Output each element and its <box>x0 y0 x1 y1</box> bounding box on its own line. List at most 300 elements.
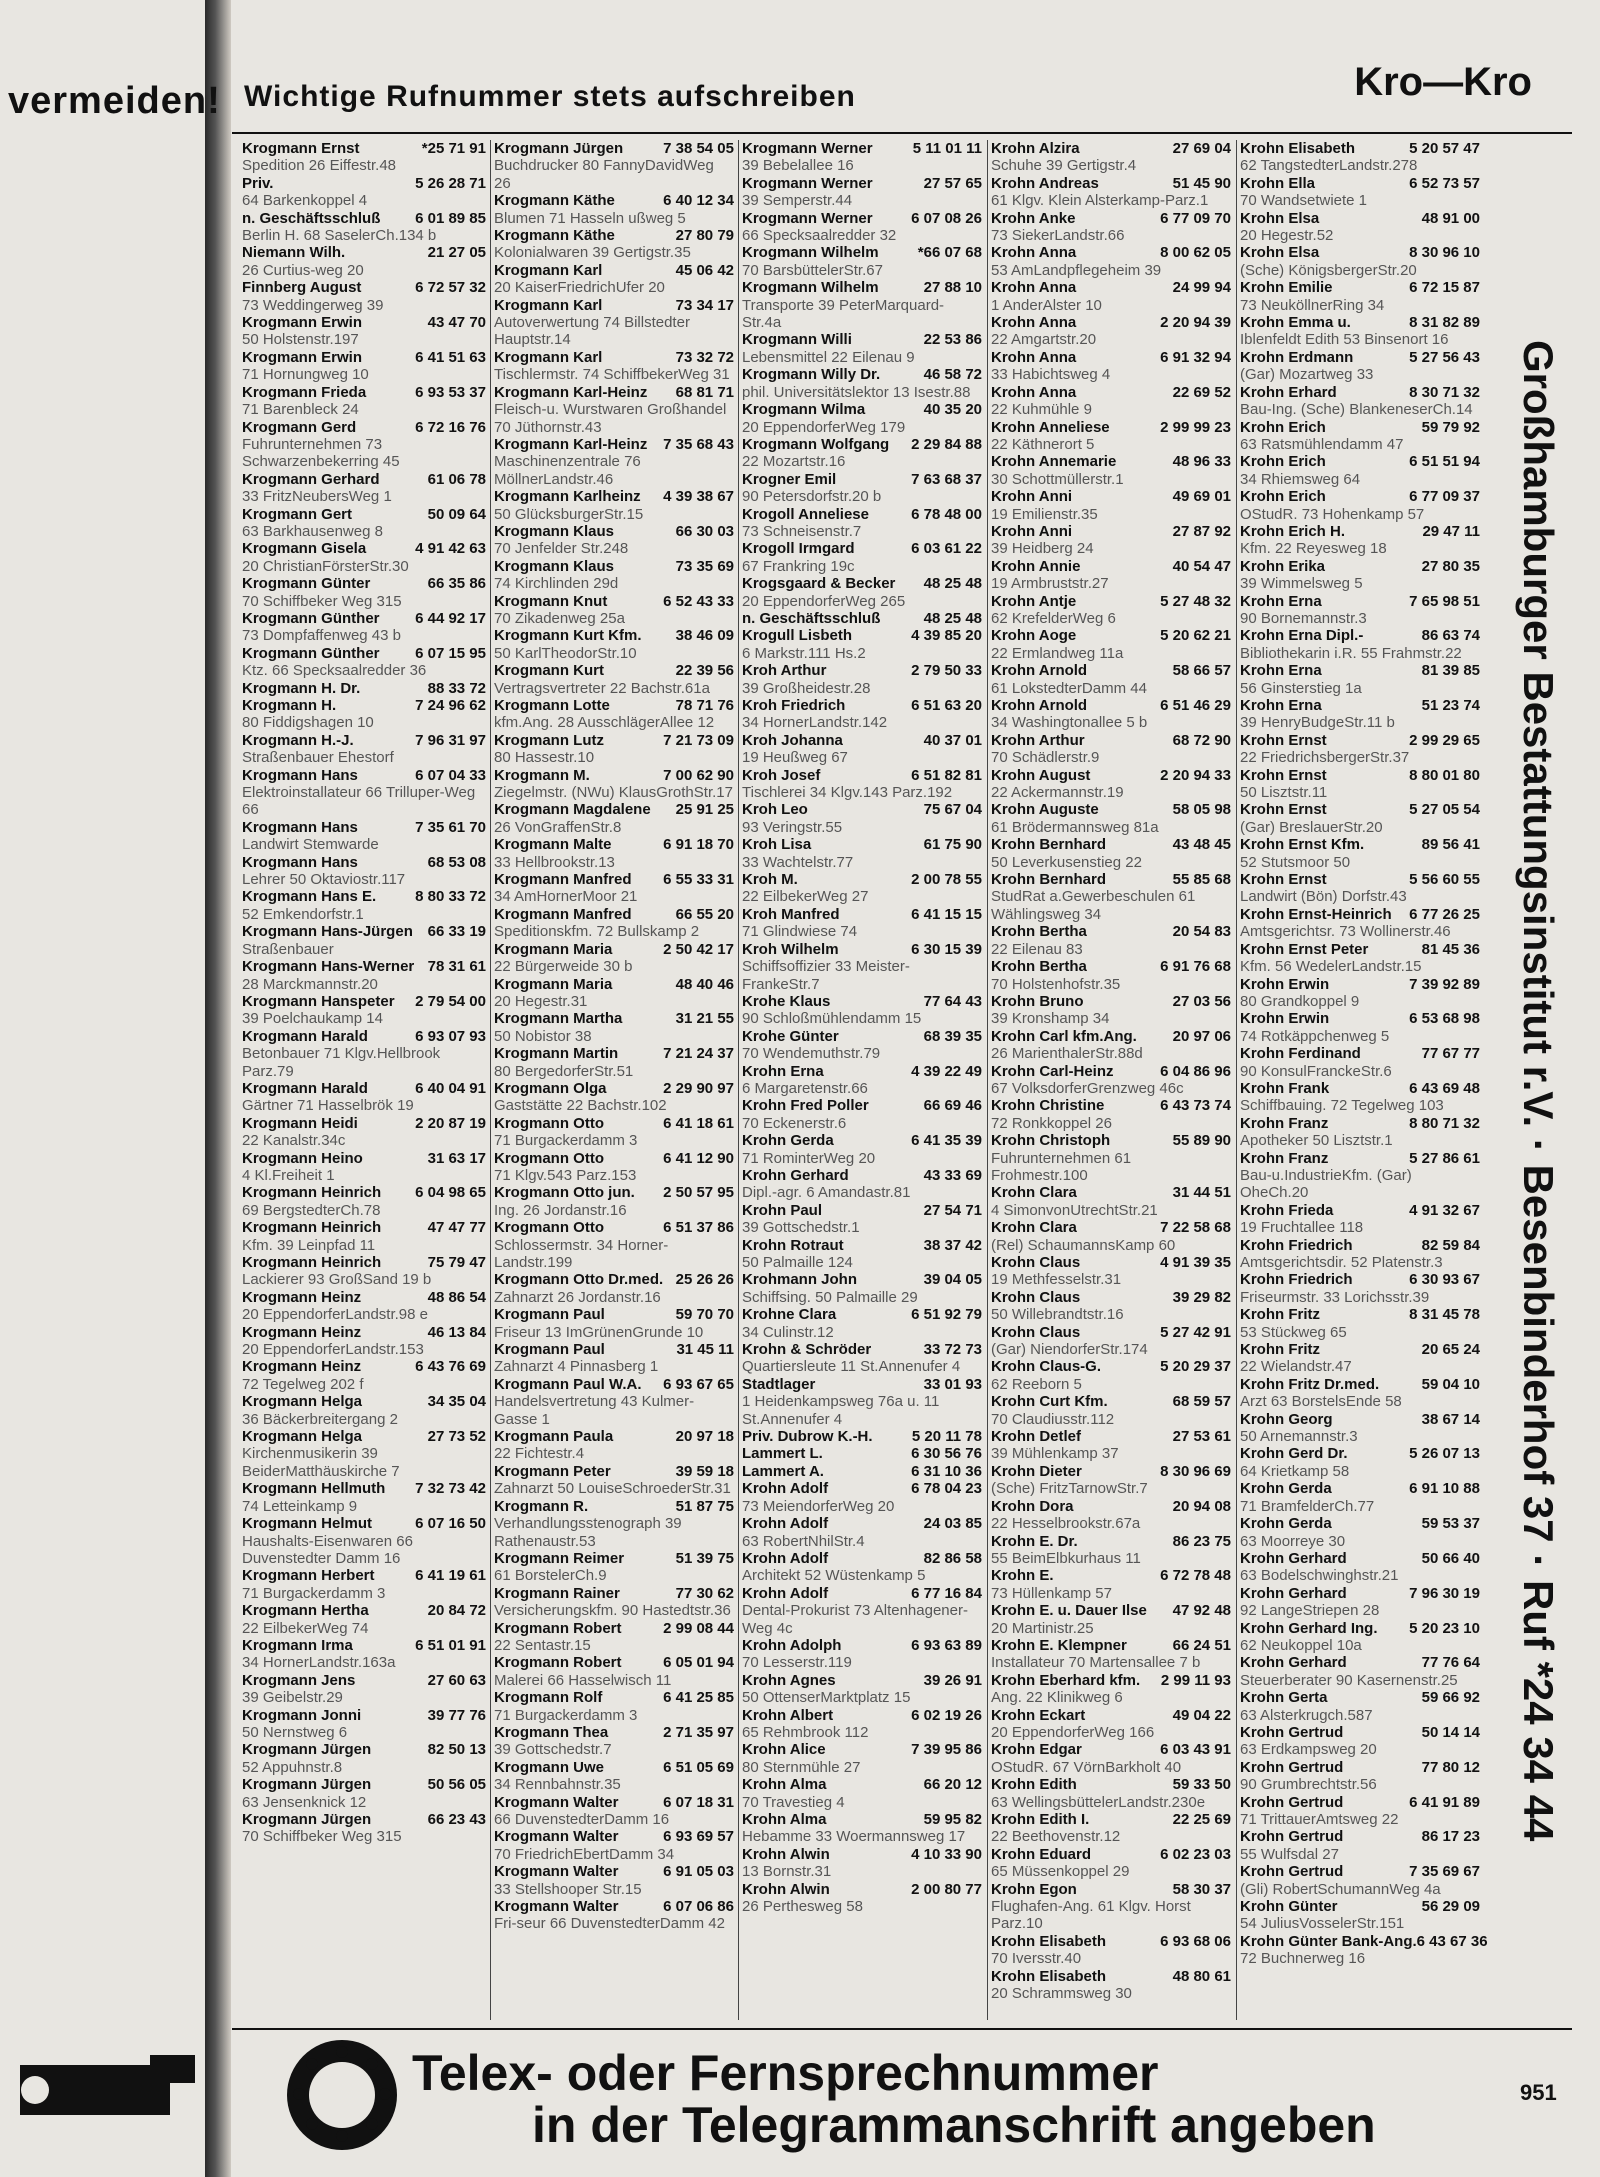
entry-name: Krogmann Karl <box>494 348 603 366</box>
directory-entry <box>242 1637 486 1672</box>
entry-address: 69 BergstedterCh.78 <box>242 1201 381 1219</box>
directory-entry <box>242 140 486 175</box>
entry-address: (Gar) Mozartweg 33 <box>1240 366 1374 384</box>
entry-name: Krohn Bernhard <box>991 836 1107 854</box>
directory-entry <box>991 1498 1231 1533</box>
entry-address: Spedition 26 Eiffestr.48 <box>242 157 396 175</box>
entry-name: Krohn Antje <box>991 592 1077 610</box>
entry-phone-number: 86 63 74 <box>1421 627 1480 645</box>
entry-address: Schiffsing. 50 Palmaille 29 <box>742 1288 918 1306</box>
entry-name: Krohn Gerhard <box>742 1166 849 1184</box>
directory-entry <box>991 523 1231 558</box>
directory-entry <box>742 1637 982 1672</box>
entry-address: Ktz. 66 Specksaalredder 36 <box>242 662 427 680</box>
entry-phone-number: 89 56 41 <box>1421 836 1480 854</box>
entry-name: Krogmann Gerhard <box>242 470 380 488</box>
entry-name: Krogmann Heino <box>242 1149 363 1167</box>
entry-address: 63 Erdkampsweg 20 <box>1240 1741 1377 1759</box>
entry-phone-number: 22 53 86 <box>923 331 982 349</box>
directory-entry <box>494 1898 734 1933</box>
entry-address: 22 Wielandstr.47 <box>1240 1358 1352 1376</box>
entry-phone-number: 38 46 09 <box>675 627 734 645</box>
entry-address: StudRat a.Gewerbeschulen 61 Wählingsweg 34 <box>991 888 1196 923</box>
entry-name: Krohn Frank <box>1240 1079 1330 1097</box>
entry-phone-number: 7 24 96 62 <box>415 697 486 714</box>
entry-address: 70 Lesserstr.119 <box>742 1654 852 1672</box>
directory-entry <box>494 1184 734 1219</box>
directory-entry <box>991 1219 1231 1254</box>
entry-phone-number: 48 40 46 <box>675 975 734 993</box>
entry-phone-number: 6 41 51 63 <box>415 348 486 366</box>
entry-phone-number: 50 09 64 <box>427 505 486 523</box>
entry-phone-number: 6 07 06 86 <box>663 1898 734 1916</box>
entry-phone-number: 22 69 52 <box>1172 383 1231 401</box>
entry-address: 90 KonsulFranckeStr.6 <box>1240 1062 1392 1080</box>
entry-address: 1 Heidenkampsweg 76a u. 11 St.Annenufer 4 <box>742 1393 940 1428</box>
entry-name: Krogmann Robert <box>494 1619 622 1637</box>
directory-entry <box>991 1358 1231 1393</box>
entry-name: Krohn Carl kfm.Ang. <box>991 1027 1137 1045</box>
entry-name: Krohn Egon <box>991 1880 1077 1898</box>
entry-name: Krogmann Kurt <box>494 662 604 680</box>
entry-name: Krohn Adolph <box>742 1636 842 1654</box>
entry-name: Krogmann Hans <box>242 853 358 871</box>
entry-phone-number: 27 60 63 <box>427 1671 486 1689</box>
directory-entry <box>494 1271 734 1306</box>
entry-address: 34 Culinstr.12 <box>742 1323 834 1341</box>
directory-entry <box>742 1167 982 1202</box>
directory-entry <box>1240 1115 1480 1150</box>
entry-name: Krogull Lisbeth <box>742 627 852 645</box>
entry-address: 80 Hassestr.10 <box>494 749 595 767</box>
entry-phone-number: 7 21 24 37 <box>663 1045 734 1063</box>
directory-entry <box>991 1846 1231 1881</box>
entry-phone-number: 31 45 11 <box>676 1341 734 1359</box>
entry-address: 22 Ackermannstr.19 <box>991 784 1124 802</box>
directory-entry <box>742 366 982 401</box>
directory-entry <box>991 1567 1231 1602</box>
directory-entry <box>742 540 982 575</box>
entry-phone-number: 8 80 71 32 <box>1409 1114 1480 1132</box>
entry-name: Krohn Erika <box>1240 557 1326 575</box>
entry-address: 73 Weddingerweg 39 <box>242 296 384 314</box>
entry-name: Krohn Clara <box>991 1219 1077 1237</box>
entry-address: 70 Eckenerstr.6 <box>742 1114 847 1132</box>
entry-name: Krohn Bertha <box>991 958 1087 976</box>
entry-phone-number: 6 30 56 76 <box>911 1445 982 1463</box>
column-divider <box>1236 140 1237 2020</box>
directory-entry <box>242 175 486 210</box>
entry-name: Krogmann Werner <box>742 140 873 157</box>
entry-address: 50 Holstenstr.197 <box>242 331 359 349</box>
entry-phone-number: 33 72 73 <box>923 1341 982 1359</box>
directory-entry <box>1240 1759 1480 1794</box>
entry-address: 71 Burgackerdamm 3 <box>494 1706 638 1724</box>
entry-name: Krohn Arnold <box>991 697 1088 714</box>
entry-name: Krohn Claus-G. <box>991 1358 1102 1376</box>
entry-phone-number: 55 85 68 <box>1172 871 1231 889</box>
entry-phone-number: 7 39 95 86 <box>911 1741 982 1759</box>
entry-phone-number: 61 75 90 <box>923 836 982 854</box>
entry-address: Flughafen-Ang. 61 Klgv. Horst Parz.10 <box>991 1898 1191 1933</box>
entry-phone-number: 6 55 33 31 <box>663 871 734 889</box>
entry-phone-number: 48 86 54 <box>427 1288 486 1306</box>
entry-address: Zahnarzt 50 LouiseSchroederStr.31 <box>494 1480 731 1498</box>
entry-address: (Gar) NiendorferStr.174 <box>991 1341 1148 1359</box>
directory-entry <box>991 1063 1231 1098</box>
entry-phone-number: 2 99 29 65 <box>1409 731 1480 749</box>
entry-name: Krogmann Paul <box>494 1341 605 1359</box>
entry-phone-number: 2 29 84 88 <box>911 435 982 453</box>
entry-name: Krohn Curt Kfm. <box>991 1393 1108 1411</box>
entry-phone-number: 2 50 57 95 <box>663 1184 734 1202</box>
entry-phone-number: 20 97 18 <box>675 1428 734 1446</box>
directory-entry <box>991 697 1231 732</box>
directory-entry <box>494 906 734 941</box>
entry-address: 65 Müssenkoppel 29 <box>991 1863 1130 1881</box>
entry-name: Krohn Christine <box>991 1097 1105 1115</box>
directory-entry <box>242 1289 486 1324</box>
column-divider <box>987 140 988 2020</box>
entry-phone-number: 22 25 69 <box>1172 1811 1231 1828</box>
entry-name: Krohn Georg <box>1240 1410 1333 1428</box>
entry-phone-number: 8 80 01 80 <box>1409 766 1480 784</box>
directory-entry <box>494 801 734 836</box>
directory-entry <box>1240 976 1480 1011</box>
directory-entry <box>494 1498 734 1550</box>
directory-entry <box>242 1393 486 1428</box>
directory-entry <box>494 1045 734 1080</box>
entry-address: 39 Poelchaukamp 14 <box>242 1010 383 1028</box>
entry-address: phil. Universitätslektor 13 Isestr.88 <box>742 383 971 401</box>
entry-phone-number: 5 26 07 13 <box>1409 1445 1480 1463</box>
entry-address: 39 Geibelstr.29 <box>242 1689 343 1707</box>
directory-entry <box>494 1115 734 1150</box>
directory-entry <box>1240 1620 1480 1655</box>
directory-entry <box>991 1254 1231 1289</box>
directory-entry <box>1240 314 1480 349</box>
entry-address: Maschinenzentrale 76 MöllnerLandstr.46 <box>494 453 641 488</box>
entry-address: 67 Frankring 19c <box>742 557 855 575</box>
entry-name: Krogmann Harald <box>242 1027 368 1045</box>
entry-address: 63 Ratsmühlendamm 47 <box>1240 435 1404 453</box>
footer-line-2: in der Telegrammanschrift angeben <box>532 2097 1376 2153</box>
entry-phone-number: 27 54 71 <box>923 1201 982 1219</box>
directory-entry <box>242 1776 486 1811</box>
entry-address: 6 Markstr.111 Hs.2 <box>742 644 866 662</box>
directory-entry <box>494 871 734 906</box>
entry-name: Krohn Gerhard <box>1240 1549 1347 1567</box>
directory-entry <box>494 836 734 871</box>
directory-entry <box>494 140 734 192</box>
entry-name: Priv. <box>242 174 274 192</box>
directory-entry <box>742 1585 982 1637</box>
entry-phone-number: 7 96 31 97 <box>415 731 486 749</box>
directory-entry <box>1240 1585 1480 1620</box>
directory-entry <box>991 1637 1231 1672</box>
column-divider <box>738 140 739 2020</box>
directory-entry <box>991 958 1231 993</box>
entry-phone-number: 6 91 32 94 <box>1160 348 1231 366</box>
entry-address: 22 Fichtestr.4 <box>494 1445 585 1463</box>
directory-entry <box>742 1306 982 1341</box>
directory-entry <box>242 384 486 419</box>
entry-phone-number: 4 39 22 49 <box>911 1062 982 1080</box>
directory-entry <box>1240 1794 1480 1829</box>
directory-entry <box>1240 453 1480 488</box>
header-title: Wichtige Rufnummer stets aufschreiben <box>244 80 856 113</box>
entry-address: 20 KaiserFriedrichUfer 20 <box>494 279 665 297</box>
entry-address: 63 Jensenknick 12 <box>242 1793 367 1811</box>
entry-address: (Gli) RobertSchumannWeg 4a <box>1240 1880 1441 1898</box>
entry-name: Krohn Anneliese <box>991 418 1110 436</box>
entry-address: 61 LokstedterDamm 44 <box>991 679 1147 697</box>
entry-address: Installateur 70 Martensallee 7 b <box>991 1654 1201 1672</box>
entry-name: Finnberg August <box>242 279 362 297</box>
entry-name: Krohn Andreas <box>991 174 1099 192</box>
entry-address: 20 Hegestr.52 <box>1240 227 1334 245</box>
directory-entry <box>242 1080 486 1115</box>
entry-phone-number: 7 00 62 90 <box>663 766 734 784</box>
entry-address: Dipl.-agr. 6 Amandastr.81 <box>742 1184 911 1202</box>
entry-phone-number: 39 59 18 <box>675 1462 734 1480</box>
entry-name: Krogmann Walter <box>494 1863 619 1881</box>
entry-phone-number: 50 56 05 <box>427 1776 486 1794</box>
entry-address: 90 Petersdorfstr.20 b <box>742 488 882 506</box>
directory-entry <box>742 471 982 506</box>
telephone-dial-icon <box>287 2040 397 2150</box>
directory-entry <box>242 1707 486 1742</box>
entry-address: 53 AmLandpflegeheim 39 <box>991 261 1162 279</box>
directory-entry <box>742 244 982 279</box>
entry-phone-number: 6 93 63 89 <box>911 1636 982 1654</box>
entry-phone-number: 7 96 30 19 <box>1409 1584 1480 1602</box>
directory-entry <box>991 1393 1231 1428</box>
entry-address: 22 Mozartstr.16 <box>742 453 846 471</box>
directory-entry <box>1240 1515 1480 1550</box>
directory-entry <box>494 732 734 767</box>
directory-entry <box>1240 1341 1480 1376</box>
entry-name: Krogmann Karl-Heinz <box>494 383 648 401</box>
entry-phone-number: 66 20 12 <box>923 1776 982 1794</box>
entry-address: 52 Stutsmoor 50 <box>1240 853 1351 871</box>
entry-name: Krohn Anni <box>991 488 1073 506</box>
entry-address: Lackierer 93 GroßSand 19 b <box>242 1271 432 1289</box>
entry-address: Kfm. 22 Reyesweg 18 <box>1240 540 1387 558</box>
entry-phone-number: 68 39 35 <box>923 1027 982 1045</box>
entry-address: Straßenbauer <box>242 940 334 958</box>
directory-entry <box>991 1289 1231 1324</box>
directory-entry <box>991 732 1231 767</box>
entry-phone-number: 34 35 04 <box>427 1393 486 1411</box>
left-page-fragment: vermeiden! <box>8 80 221 122</box>
directory-entry <box>494 1376 734 1428</box>
directory-entry <box>1240 1898 1480 1933</box>
entry-phone-number: 59 04 10 <box>1421 1375 1480 1393</box>
entry-address: Schlossermstr. 34 Horner-Landstr.199 <box>494 1236 669 1271</box>
entry-address: 72 Buchnerweg 16 <box>1240 1950 1366 1968</box>
entry-phone-number: 51 39 75 <box>675 1549 734 1567</box>
entry-phone-number: 68 72 90 <box>1172 731 1231 749</box>
entry-address: 50 Palmaille 124 <box>742 1254 853 1271</box>
entry-phone-number: 38 67 14 <box>1421 1410 1480 1428</box>
entry-name: Krohn Gerda <box>1240 1515 1332 1533</box>
entry-phone-number: 78 31 61 <box>427 958 486 976</box>
directory-entry <box>742 662 982 697</box>
entry-name: Krohn Erich <box>1240 488 1326 506</box>
directory-entry <box>742 732 982 767</box>
entry-phone-number: 8 00 62 05 <box>1160 244 1231 262</box>
entry-name: Krogmann Hertha <box>242 1602 369 1620</box>
entry-name: Krohn Auguste <box>991 801 1099 819</box>
entry-name: Krohn Claus <box>991 1254 1081 1271</box>
entry-name: Krogmann Willi <box>742 331 852 349</box>
entry-address: 26 Perthesweg 58 <box>742 1898 863 1916</box>
directory-entry <box>494 1759 734 1794</box>
entry-address: 61 Brödermannsweg 81a <box>991 818 1159 836</box>
directory-entry <box>242 349 486 384</box>
entry-phone-number: 49 04 22 <box>1172 1706 1231 1724</box>
entry-address: 33 Hellbrookstr.13 <box>494 853 615 871</box>
directory-entry <box>494 767 734 802</box>
directory-entry <box>1240 1306 1480 1341</box>
entry-phone-number: 81 45 36 <box>1421 940 1480 958</box>
entry-name: Krohn Emma u. <box>1240 314 1351 332</box>
directory-entry <box>242 244 486 279</box>
directory-entry <box>742 906 982 941</box>
entry-address: 92 LangeStriepen 28 <box>1240 1602 1380 1620</box>
directory-entry <box>494 1689 734 1724</box>
directory-entry <box>991 175 1231 210</box>
entry-name: Krogmann Karl-Heinz <box>494 435 648 453</box>
directory-entry <box>742 436 982 471</box>
entry-address: 73 Schneisenstr.7 <box>742 522 862 540</box>
entry-name: Krogmann Robert <box>494 1654 622 1672</box>
entry-phone-number: 5 20 29 37 <box>1160 1358 1231 1376</box>
entry-phone-number: 5 27 86 61 <box>1409 1149 1480 1167</box>
entry-phone-number: 82 50 13 <box>427 1741 486 1759</box>
directory-entry <box>494 1150 734 1185</box>
entry-name: Krogmann Gerd <box>242 418 357 436</box>
directory-entry <box>991 279 1231 314</box>
directory-entry <box>494 662 734 697</box>
entry-name: Krogmann Jürgen <box>242 1776 372 1794</box>
entry-name: Krogmann Günter <box>242 575 371 593</box>
entry-address: Ang. 22 Klinikweg 6 <box>991 1689 1123 1707</box>
entry-address: OStudR. 73 Hohenkamp 57 <box>1240 505 1425 523</box>
entry-phone-number: 88 33 72 <box>427 679 486 697</box>
entry-name: Krohn Annemarie <box>991 453 1117 471</box>
entry-name: Kroh M. <box>742 871 798 889</box>
directory-entry <box>742 279 982 331</box>
entry-phone-number: 6 91 18 70 <box>663 836 734 854</box>
entry-address: 80 Sternmühle 27 <box>742 1758 861 1776</box>
entry-phone-number: 22 39 56 <box>675 662 734 680</box>
entry-phone-number: 56 29 09 <box>1421 1898 1480 1916</box>
entry-address: 50 Arnemannstr.3 <box>1240 1428 1358 1446</box>
entry-name: Krogmann Jens <box>242 1671 356 1689</box>
entry-name: Krohn Günter Bank-Ang. <box>1240 1932 1417 1950</box>
entry-address: Bibliothekarin i.R. 55 Frahmstr.22 <box>1240 644 1462 662</box>
entry-address: 26 Curtius-weg 20 <box>242 261 364 279</box>
entry-address: 63 Alsterkrugch.587 <box>1240 1706 1373 1724</box>
directory-entry <box>991 1968 1231 2003</box>
entry-name: Krogmann Helga <box>242 1428 363 1446</box>
entry-phone-number: 2 99 11 93 <box>1160 1671 1231 1689</box>
entry-address: 19 Armbruststr.27 <box>991 575 1109 593</box>
entry-name: Krogmann Hans-Jürgen <box>242 923 413 941</box>
entry-address: 62 Neukoppel 10a <box>1240 1636 1362 1654</box>
directory-entry <box>991 384 1231 419</box>
directory-entry <box>991 1933 1231 1968</box>
directory-entry <box>1240 1237 1480 1272</box>
entry-address: 53 Stückweg 65 <box>1240 1323 1347 1341</box>
entry-phone-number: 40 37 01 <box>923 731 982 749</box>
directory-entry <box>1240 1271 1480 1306</box>
entry-address: 34 HornerLandstr.142 <box>742 714 888 732</box>
entry-address: 50 GlücksburgerStr.15 <box>494 505 644 523</box>
directory-entry <box>494 1463 734 1498</box>
entry-name: Krohn Frieda <box>1240 1201 1334 1219</box>
entry-phone-number: 77 64 43 <box>923 992 982 1010</box>
entry-name: Krogmann Käthe <box>494 192 615 210</box>
entry-phone-number: 27 88 10 <box>923 279 982 297</box>
entry-phone-number: 5 20 57 47 <box>1409 140 1480 157</box>
entry-name: Krohn Eberhard kfm. <box>991 1671 1141 1689</box>
entry-phone-number: 73 32 72 <box>675 348 734 366</box>
directory-entry <box>742 1341 982 1376</box>
entry-phone-number: 6 51 63 20 <box>911 697 982 714</box>
entry-address: 50 Leverkusenstieg 22 <box>991 853 1142 871</box>
entry-address: 71 TrittauerAmtsweg 22 <box>1240 1811 1399 1828</box>
entry-address: 20 ChristianFörsterStr.30 <box>242 557 409 575</box>
entry-address: 4 Kl.Freiheit 1 <box>242 1166 335 1184</box>
directory-entry <box>1240 140 1480 175</box>
entry-name: Krogmann Knut <box>494 592 608 610</box>
entry-name: Krohe Günter <box>742 1027 839 1045</box>
directory-entry <box>1240 244 1480 279</box>
entry-address: 39 Heidberg 24 <box>991 540 1094 558</box>
entry-address: 70 Zikadenweg 25a <box>494 609 625 627</box>
directory-entry <box>1240 384 1480 419</box>
directory-entry <box>742 1463 982 1480</box>
entry-phone-number: 24 03 85 <box>923 1515 982 1533</box>
entry-address: 20 EppendorferLandstr.98 e <box>242 1306 428 1324</box>
entry-phone-number: 6 04 98 65 <box>415 1184 486 1202</box>
entry-phone-number: 6 53 68 98 <box>1409 1010 1480 1028</box>
entry-phone-number: 75 67 04 <box>923 801 982 819</box>
entry-name: Krogmann Jürgen <box>494 140 624 157</box>
entry-phone-number: 6 41 19 61 <box>415 1567 486 1585</box>
entry-address: 20 EppendorferWeg 166 <box>991 1723 1155 1741</box>
directory-entry <box>991 453 1231 488</box>
directory-entry <box>1240 488 1480 523</box>
entry-name: Krogmann Heinz <box>242 1358 362 1376</box>
entry-address: Bau-Ing. (Sche) BlankeneserCh.14 <box>1240 401 1473 419</box>
entry-phone-number: 55 89 90 <box>1172 1132 1231 1150</box>
entry-name: Krohn Gertrud <box>1240 1758 1344 1776</box>
entry-phone-number: 27 80 35 <box>1421 557 1480 575</box>
entry-phone-number: 5 20 62 21 <box>1160 627 1231 645</box>
entry-phone-number: 27 73 52 <box>427 1428 486 1446</box>
entry-phone-number: 75 79 47 <box>427 1254 486 1271</box>
directory-entry <box>494 262 734 297</box>
entry-address: Fuhrunternehmen 61 Frohmestr.100 <box>991 1149 1132 1184</box>
directory-entry <box>991 558 1231 593</box>
entry-address: 70 Travestieg 4 <box>742 1793 845 1811</box>
directory-entry <box>742 1776 982 1811</box>
entry-phone-number: 8 80 33 72 <box>415 888 486 906</box>
